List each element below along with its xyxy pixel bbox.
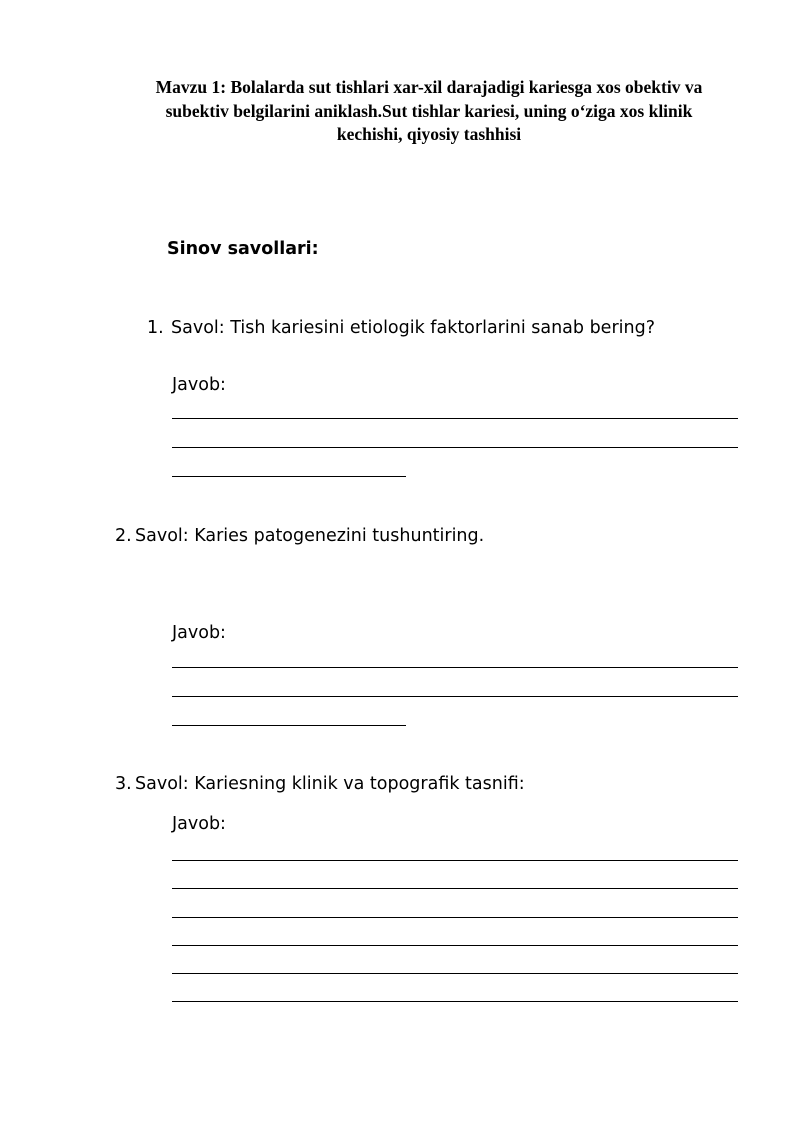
question-1-text: Savol: Tish kariesini etiologik faktorlarini sanab bering?	[171, 318, 655, 338]
answer-3-line-3[interactable]	[172, 917, 738, 918]
question-1	[147, 316, 655, 340]
title-line-2: subektiv belgilarini aniklash.Sut tishlar kariesi, uning o‘ziga xos klinik	[165, 100, 693, 121]
answer-2-line-1[interactable]	[172, 667, 738, 668]
section-heading: Sinov savollari:	[167, 239, 319, 259]
answer-3-line-1[interactable]	[172, 860, 738, 861]
answer-1-line-3[interactable]	[172, 476, 406, 477]
title-line-3: kechishi, qiyosiy tashhisi	[336, 124, 522, 144]
question-1-number: 1.	[147, 318, 164, 338]
answer-3-line-5[interactable]	[172, 973, 738, 974]
answer-3-line-2[interactable]	[172, 888, 738, 889]
question-3-text: Savol: Kariesning klinik va topografik tasnifi:	[135, 774, 525, 794]
question-2	[115, 524, 484, 548]
answer-2-label: Javob:	[172, 623, 226, 643]
title-line-1: Mavzu 1: Bolalarda sut tishlari xar-xil darajadigi kariesga xos obektiv va	[155, 77, 703, 97]
answer-1-line-2[interactable]	[172, 447, 738, 448]
answer-1-line-1[interactable]	[172, 418, 738, 419]
answer-2-line-2[interactable]	[172, 696, 738, 697]
answer-3-line-4[interactable]	[172, 945, 738, 946]
answer-3-label: Javob:	[172, 814, 226, 834]
question-3	[115, 772, 525, 796]
question-2-number: 2.	[115, 526, 132, 546]
question-3-number: 3.	[115, 774, 132, 794]
document-title	[120, 76, 738, 147]
answer-2-line-3[interactable]	[172, 725, 406, 726]
question-2-text: Savol: Karies patogenezini tushuntiring.	[135, 526, 485, 546]
answer-3-line-6[interactable]	[172, 1001, 738, 1002]
answer-1-label: Javob:	[172, 375, 226, 395]
